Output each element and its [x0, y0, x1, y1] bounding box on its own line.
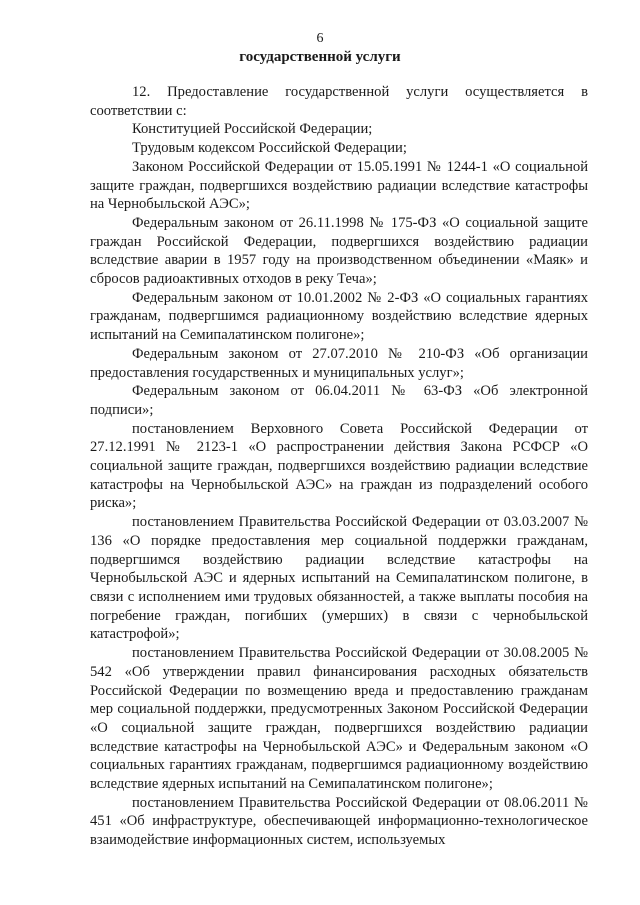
paragraph-resolution-136: постановлением Правительства Российской Федерации от 03.03.2007 № 136 «О порядке предоставления мер социальной поддержки гражданам, подвергшимся воздействию радиации вследствие катастрофы на Чернобыльской АЭС и ядерных испытаний на Семипалатинском полигоне, в связи с исполнением ими трудовых обязанностей, а также выплаты пособия на погребение граждан, погибших (умерших) в связи с чернобыльской катастрофой»; — [90, 514, 588, 643]
paragraph-law-1244-1: Законом Российской Федерации от 15.05.1991 № 1244-1 «О социальной защите граждан, подвергшихся воздействию радиации вследствие катастрофы на Чернобыльской АЭС»; — [90, 158, 588, 213]
paragraph-law-63-fz: Федеральным законом от 06.04.2011 № 63-ФЗ «Об электронной подписи»; — [90, 383, 588, 418]
paragraph-law-210-fz: Федеральным законом от 27.07.2010 № 210-ФЗ «Об организации предоставления государственных и муниципальных услуг»; — [90, 345, 588, 381]
paragraph-intro: 12. Предоставление государственной услуги осуществляется в соответствии с: — [90, 84, 588, 119]
document-body — [90, 83, 588, 850]
paragraph-constitution: Конституцией Российской Федерации; — [132, 121, 373, 138]
paragraph-resolution-451: постановлением Правительства Российской Федерации от 08.06.2011 № 451 «Об инфраструктуре, обеспечивающей информационно-технологическое взаимодействие информационных систем, используемых — [90, 794, 588, 849]
section-heading-continuation: государственной услуги — [239, 49, 401, 65]
paragraph-labor-code: Трудовым кодексом Российской Федерации; — [132, 140, 407, 157]
paragraph-law-2-fz: Федеральным законом от 10.01.2002 № 2-ФЗ «О социальных гарантиях гражданам, подвергшимся радиационному воздействию вследствие ядерных испытаний на Семипалатинском полигоне»; — [90, 289, 588, 344]
paragraph-resolution-2123-1: постановлением Верховного Совета Российской Федерации от 27.12.1991 № 2123-1 «О распространении действия Закона РСФСР «О социальной защите граждан, подвергшихся воздействию радиации вследствие катастрофы на Чернобыльской АЭС» на граждан из подразделений особого риска»; — [90, 420, 588, 512]
paragraph-law-175-fz: Федеральным законом от 26.11.1998 № 175-ФЗ «О социальной защите граждан Российской Федерации, подвергшихся воздействию радиации вследствие аварии в 1957 году на производственном объединении «Маяк» и сбросов радиоактивных отходов в реку Теча»; — [90, 214, 588, 288]
paragraph-resolution-542: постановлением Правительства Российской Федерации от 30.08.2005 № 542 «Об утверждении правил финансирования расходных обязательств Российской Федерации по возмещению вреда и предоставлению гражданам мер социальной поддержки, предусмотренных Законом Российской Федерации «О социальной защите граждан, подвергшихся воздействию радиации вследствие катастрофы на Чернобыльской АЭС» и Федеральным законом «О социальных гарантиях гражданам, подвергшимся радиационному воздействию вследствие ядерных испытаний на Семипалатинском полигоне»; — [90, 645, 588, 793]
page-number: 6 — [316, 31, 324, 46]
